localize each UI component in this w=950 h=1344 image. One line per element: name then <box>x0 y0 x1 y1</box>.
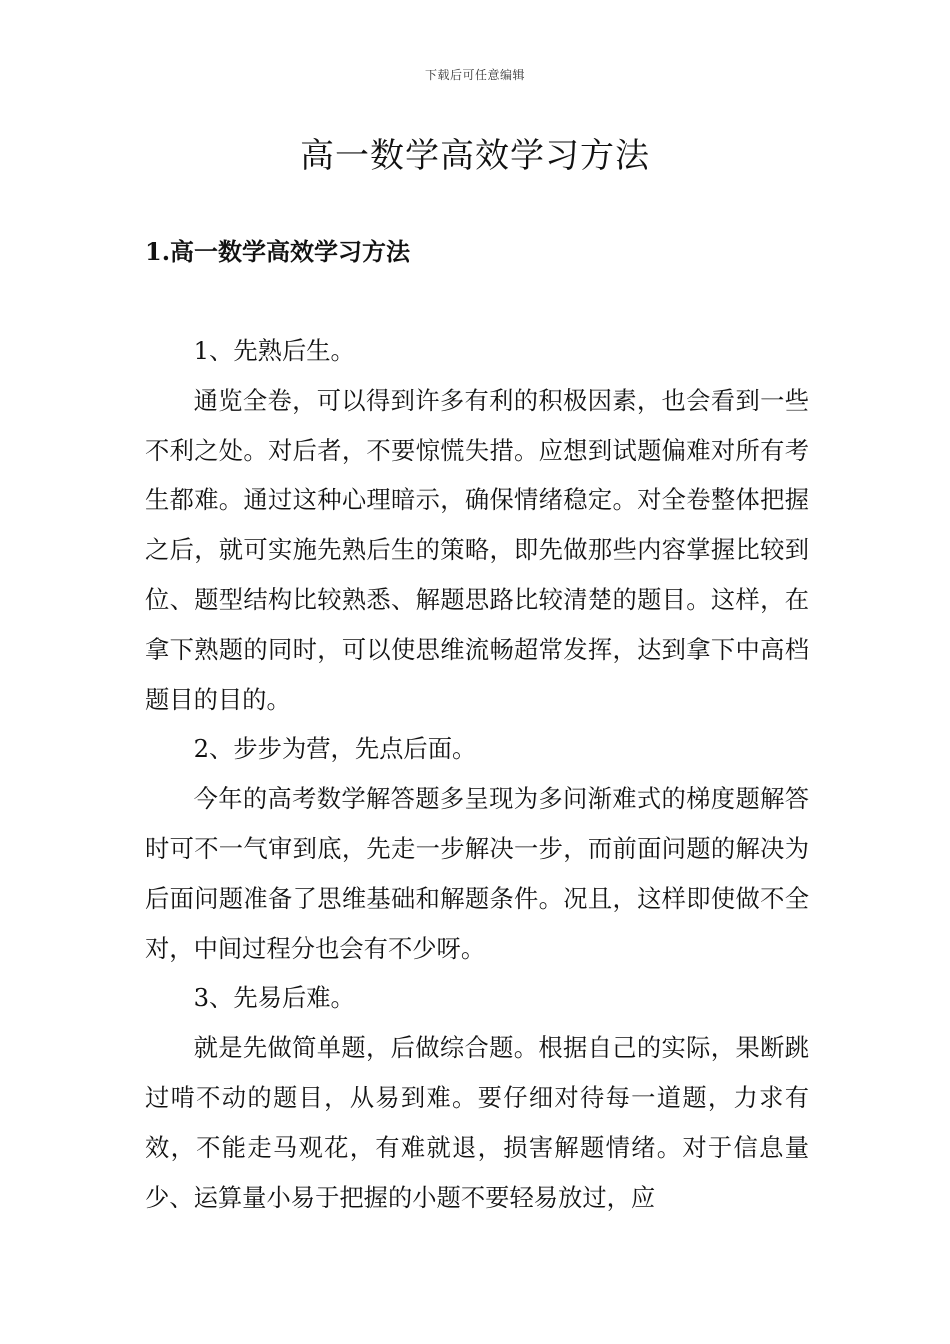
paragraph-1: 通览全卷，可以得到许多有利的积极因素，也会看到一些不利之处。对后者，不要惊慌失措。应想到试题偏难对所有考生都难。通过这种心理暗示，确保情绪稳定。对全卷整体把握之后，就可实施先熟后生的策略，即先做那些内容掌握比较到位、题型结构比较熟悉、解题思路比较清楚的题目。这样，在拿下熟题的同时，可以使思维流畅超常发挥，达到拿下中高档题目的目的。 <box>145 385 809 714</box>
section-heading: 1.高一数学高效学习方法 <box>145 237 411 266</box>
subheading-3: 3、先易后难。 <box>193 983 355 1013</box>
paragraph-3: 就是先做简单题，后做综合题。根据自己的实际，果断跳过啃不动的题目，从易到难。要仔细对待每一道题，力求有效，不能走马观花，有难就退，损害解题情绪。对于信息量少、运算量小易于把握的小题不要轻易放过，应 <box>145 1033 809 1212</box>
header-note: 下载后可任意编辑 <box>424 68 525 82</box>
document-title: 高一数学高效学习方法 <box>300 136 650 176</box>
subheading-2: 2、步步为营，先点后面。 <box>193 734 477 764</box>
document-body <box>145 326 809 1222</box>
subheading-1: 1、先熟后生。 <box>193 336 355 365</box>
paragraph-2: 今年的高考数学解答题多呈现为多问渐难式的梯度题解答时可不一气审到底，先走一步解决一步，而前面问题的解决为后面问题准备了思维基础和解题条件。况且，这样即使做不全对，中间过程分也会有不少呀。 <box>145 784 809 963</box>
